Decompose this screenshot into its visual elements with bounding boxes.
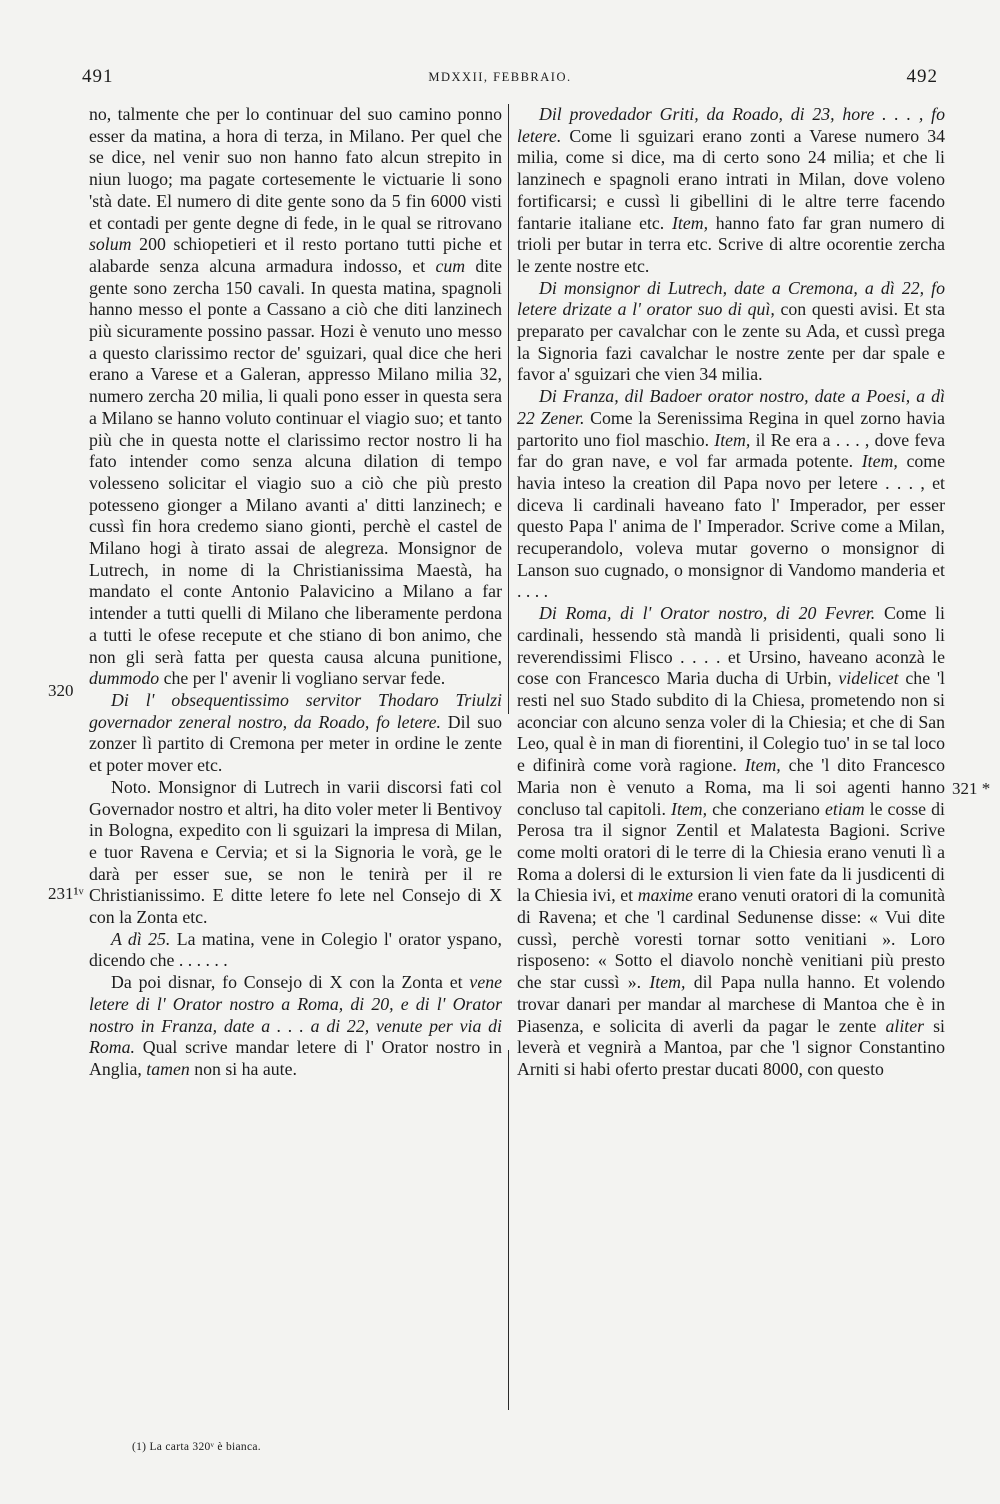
column-divider-lower	[508, 1050, 509, 1410]
paragraph: Noto. Monsignor di Lutrech in varii discorsi fati col Governador nostro et altri, ha dito voler meter li Bentivoy in Bologna, expedito con li sguizari la impresa di Milan, e tuor Ravena e Cervia; et si la Signoria le vorà, ge le darà per esser sue, se non le tenirà per il re Christianissimo. E ditte letere fo lete nel Consejo di X con la Zonta etc.	[89, 776, 502, 928]
right-column	[517, 104, 945, 1081]
paragraph	[517, 603, 945, 1080]
text-run-italic: dummodo	[89, 668, 160, 689]
text-run: non si ha aute.	[189, 1058, 297, 1079]
paragraph	[517, 104, 945, 278]
text-run-italic: Item,	[714, 429, 751, 450]
text-run: che 'l dito Francesco Maria non è venuto a Roma, ma li soi agenti hanno concluso tal capitoli.	[517, 755, 945, 819]
text-run-italic: Item,	[744, 755, 781, 776]
paragraph	[517, 278, 945, 387]
text-run: Qual scrive mandar letere di l' Orator nostro in Anglia,	[89, 1037, 502, 1079]
text-run: Come li sguizari erano zonti a Varese numero 34 milia, come si dice, ma di certo sono 24 milia; et che li lanzinech e spagnoli erano intrati in Milan, dove voleno fortificarsi; e cussì li gibellini di le altre terre facendo fantarie italiane etc.	[517, 125, 945, 233]
text-run: Come la Serenissima Regina in quel zorno havia partorito uno fiol maschio.	[517, 407, 945, 450]
text-run: Come li cardinali, hessendo stà mandà li prisidenti, quali sono li reverendissimi Flisco . . . . et Ursino, haveano aconzà le cose con Francesco Maria ducha di Urbin,	[517, 603, 946, 689]
text-run-italic: Item,	[861, 451, 898, 472]
page-number-right: 492	[906, 66, 938, 87]
text-run: dite gente sono zercha 150 cavali. In questa matina, spagnoli hanno messo el ponte a Cassano a ciò che diti lanzinech più sicuramente possino passar. Hozi è venuto uno messo a questo clarissimo rector de' sguizari, qual dice che heri erano a Varese et a Galeran, appresso Milano milia 32, numero zercha 20 milia, li quali pono esser in questa sera a Milano se hanno voluto continuar el viagio suo; et tanto più che in questa notte el clarissimo rector nostro li ha fato intender como senza alcuna dilation di tempo volesseno solicitar el viagio suo a ciò che più presto potesseno gionger a Milano avanti a' ditti lanzinech; e cussì fin hora credemo siano gionti, perchè el castel de Milano hogi à tirato assai de alegreza. Monsignor de Lutrech, in nome di la Christianissima Maestà, ha mandato el conte Antonio Palavicino a Milano a far intender a tutti quelli di Milano che liberamente perdona a tutti le ofese recepute et che stiano di bon animo, che non gli serà fatta per questa causa alcuna punitione,	[89, 255, 502, 667]
paragraph	[89, 929, 502, 972]
text-run-italic: videlicet	[838, 668, 899, 689]
text-run-italic: A dì 25.	[111, 928, 171, 949]
text-run-italic: tamen	[146, 1058, 190, 1079]
column-divider	[508, 104, 509, 714]
text-run: come havia inteso la creation dil Papa novo per letere . . . , et diceva li cardinali haveano fato l' Imperador, per esser questo Papa l' anima de l' Imperador. Scrive come a Milan, recuperandolo, voleva mutar governo o monsignor di Lanson suo cugnado, o monsignor di Vandomo manderia et . . . .	[517, 451, 945, 602]
margin-note-231v: 231¹ᵛ	[48, 884, 84, 903]
text-run-italic: Di l' obsequentissimo servitor Thodaro Triulzi governador zeneral nostro, da Roado, fo letere.	[89, 689, 502, 732]
page-number-left: 491	[82, 66, 114, 87]
text-run-italic: Dil provedador Griti, da Roado, di 23, hore . . . , fo letere.	[517, 104, 945, 146]
text-run-italic: cum	[435, 255, 466, 276]
paragraph	[517, 386, 945, 603]
text-run: erano venuti oratori di la comunità di Ravena; et che 'l cardinal Sedunense disse: « Vui dite cussì, perchè voresti tornar sotto venitiani ». Loro risposeno: « Sotto el diavolo nonchè venitiani più presto che star cussì ».	[517, 885, 945, 993]
text-run: La matina, vene in Colegio l' orator yspano, dicendo che . . . . . .	[89, 928, 502, 971]
text-run: no, talmente che per lo continuar del suo camino ponno esser da matina, a hora di terza, in Milano. Per quel che se dice, nel venir suo non hanno fato alcun strepito in niun luogo; ma pagate cortesemente le victuarie li sono 'stà date. El numero di dite gente sono da 5 fin 6000 visti et contadi per gente degne di fede, in le qual se ritrovano	[89, 104, 502, 233]
running-title: MDXXII, FEBBRAIO.	[428, 70, 572, 84]
text-run: che conzeriano	[707, 798, 826, 819]
text-run-italic: vene letere di l' Orator nostro a Roma, di 20, e di l' Orator nostro in Franza, date a . . . a di 22, venute per via di Roma.	[89, 972, 502, 1058]
page-header	[0, 66, 1000, 96]
text-run-italic: maxime	[637, 885, 694, 906]
text-run-italic: Di Franza, dil Badoer orator nostro, date a Poesi, a dì 22 Zener.	[517, 386, 945, 428]
margin-note-320: 320	[48, 681, 74, 700]
text-run-italic: Item,	[671, 798, 708, 819]
text-run: Da poi disnar, fo Consejo di X con la Zonta et	[111, 972, 470, 993]
text-run-italic: aliter	[885, 1015, 925, 1036]
text-run: che per l' avenir li vogliano servar fede.	[159, 668, 446, 689]
text-run: 200 schiopetieri et il resto portano tutti piche et alabarde senza alcuna armadura indosso, et	[89, 234, 502, 276]
text-run-italic: Item,	[649, 972, 686, 993]
footnote: (1) La carta 320ᵛ è bianca.	[132, 1441, 261, 1453]
text-run-italic: Di Roma, di l' Orator nostro, di 20 Fevrer.	[539, 603, 876, 624]
text-run: con questi avisi. Et sta preparato per cavalchar con le zente su Ada, et cussì prega la Signoria fazi cavalchar le nostre zente per dar spale e favor a' sguizari che vien 34 milia.	[517, 299, 945, 385]
text-run-italic: solum	[89, 234, 132, 255]
text-run: dil Papa nulla hanno. Et volendo trovar danari per mandar al marchese di Mantoa che è in Piasenza, e solicita di averli da pagar le zente	[517, 972, 945, 1036]
text-run: Dil suo zonzer lì partito di Cremona per meter in ordine le zente et poter mover etc.	[89, 711, 502, 776]
paragraph	[89, 104, 502, 690]
text-run-italic: Item,	[671, 212, 709, 233]
text-run-italic: Di monsignor di Lutrech, date a Cremona, a dì 22, fo letere drizate a l' orator suo di quì,	[517, 277, 945, 320]
text-run: si leverà et vegnirà a Mantoa, par che 'l signor Constantino Arniti si habi oferto prestar ducati 8000, con questo	[517, 1015, 946, 1079]
left-column	[89, 104, 502, 1081]
paragraph	[89, 690, 502, 777]
text-run: il Re era a . . . , dove feva far do gran nave, e vol far armada potente.	[517, 429, 946, 472]
text-run: che 'l resti nel suo Stado subdito di la Chiesa, prometendo non si aconciar con alcuno senza voler di la Chiesia; et che di San Leo, qual è in man di fiorentini, il Colegio tuo' in se tal loco e difinirà come vorà ragione.	[517, 668, 945, 776]
text-run: le cosse di Perosa tra il signor Zentil et Malatesta Bagioni. Scrive come molti oratori di le terre di la Chiesia erano venuti lì a Roma a dolersi di le extursion li vien fate da li jusdicenti di la Chiesia ivi, et	[517, 798, 945, 906]
text-run-italic: etiam	[825, 798, 865, 819]
text-run: hanno fato far gran numero di trioli per butar in terra etc. Scrive di altre ocorentie zercha le zente nostre etc.	[517, 212, 945, 276]
margin-note-321: 321 *	[952, 779, 991, 798]
paragraph	[89, 972, 502, 1081]
